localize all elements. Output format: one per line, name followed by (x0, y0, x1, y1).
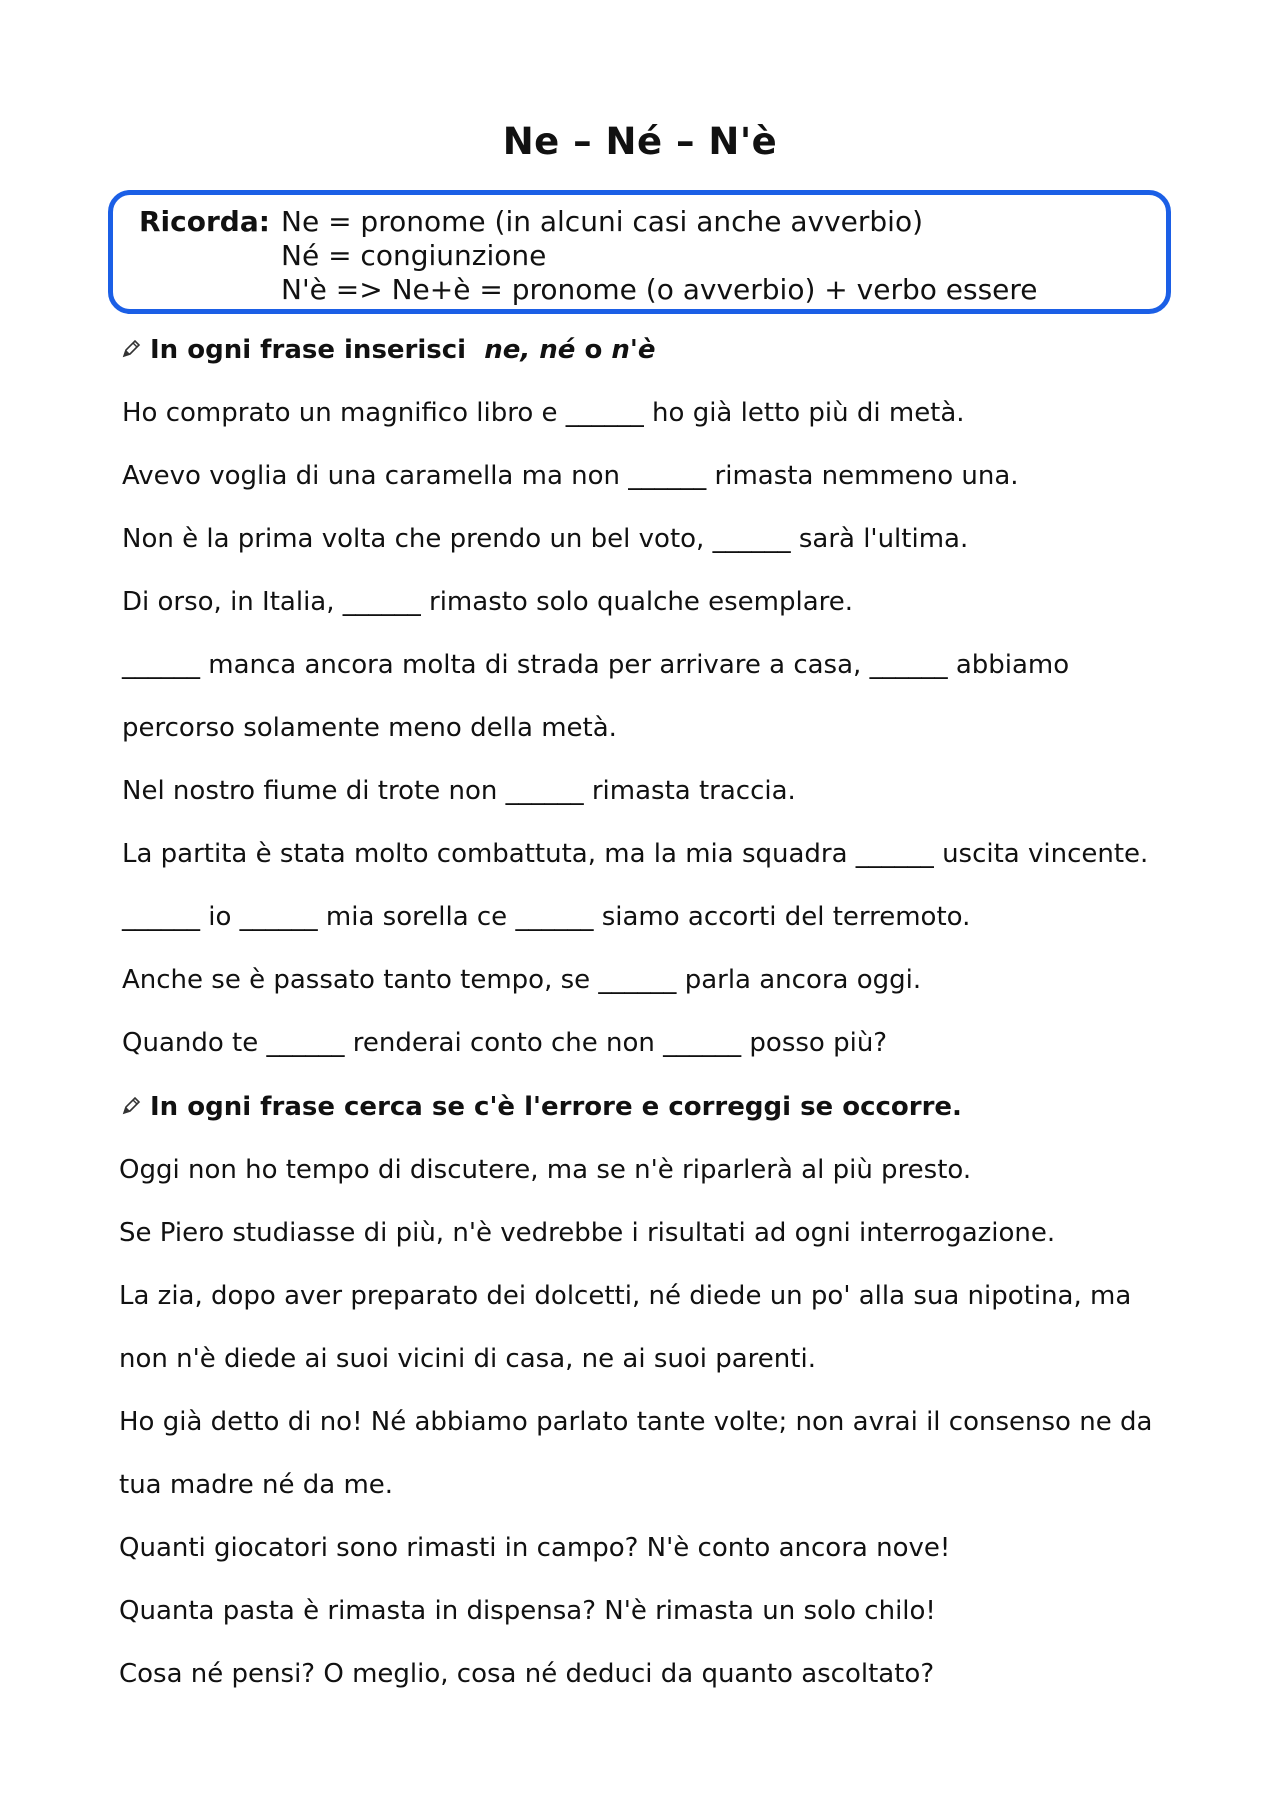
section1-heading (120, 333, 656, 367)
section2-heading-text: In ogni frase cerca se c'è l'errore e correggi se occorre. (150, 1092, 962, 1122)
section2-heading (120, 1090, 962, 1124)
page-title: Ne – Né – N'è (502, 120, 778, 163)
exercise1-line: Avevo voglia di una caramella ma non ______ rimasta nemmeno una. (122, 461, 1019, 491)
reminder-line-n-e: N'è => Ne+è = pronome (o avverbio) + verbo essere (281, 273, 1038, 306)
exercise2-line: Oggi non ho tempo di discutere, ma se n'è riparlerà al più presto. (119, 1155, 972, 1185)
exercise1-line: Di orso, in Italia, ______ rimasto solo qualche esemplare. (122, 587, 854, 617)
section1-heading-words: ne, né (484, 335, 576, 365)
reminder-line-ne-accent: Né = congiunzione (281, 239, 547, 272)
exercise2-line: Cosa né pensi? O meglio, cosa né deduci da quanto ascoltato? (119, 1659, 935, 1689)
exercise2-line: tua madre né da me. (119, 1470, 394, 1500)
exercise2-line: Ho già detto di no! Né abbiamo parlato tante volte; non avrai il consenso ne da (119, 1407, 1153, 1437)
pencil-icon (120, 1095, 142, 1117)
exercise1-line: Ho comprato un magnifico libro e ______ ho già letto più di metà. (122, 398, 965, 428)
exercise1-line: percorso solamente meno della metà. (122, 713, 617, 743)
section1-heading-mid: o (575, 335, 612, 365)
exercise2-line: La zia, dopo aver preparato dei dolcetti, né diede un po' alla sua nipotina, ma (119, 1281, 1132, 1311)
exercise2-line: non n'è diede ai suoi vicini di casa, ne ai suoi parenti. (119, 1344, 816, 1374)
exercise1-line: Nel nostro fiume di trote non ______ rimasta traccia. (122, 776, 796, 806)
reminder-row-1 (139, 205, 923, 239)
exercise2-line: Se Piero studiasse di più, n'è vedrebbe i risultati ad ogni interrogazione. (119, 1218, 1056, 1248)
exercise2-line: Quanta pasta è rimasta in dispensa? N'è rimasta un solo chilo! (119, 1596, 936, 1626)
reminder-line-ne: Ne = pronome (in alcuni casi anche avverbio) (281, 205, 924, 238)
pencil-icon (120, 338, 142, 360)
reminder-row-3 (281, 273, 1038, 307)
exercise1-line: Non è la prima volta che prendo un bel voto, ______ sarà l'ultima. (122, 524, 969, 554)
exercise1-line: ______ manca ancora molta di strada per arrivare a casa, ______ abbiamo (122, 650, 1070, 680)
section1-heading-prefix: In ogni frase inserisci (150, 335, 485, 365)
reminder-box (108, 190, 1171, 314)
exercise1-line: Anche se è passato tanto tempo, se ______ parla ancora oggi. (122, 965, 922, 995)
exercise1-line: ______ io ______ mia sorella ce ______ siamo accorti del terremoto. (122, 902, 971, 932)
exercise2-line: Quanti giocatori sono rimasti in campo? N'è conto ancora nove! (119, 1533, 951, 1563)
exercise1-line: La partita è stata molto combattuta, ma la mia squadra ______ uscita vincente. (122, 839, 1149, 869)
section1-heading-last: n'è (611, 335, 656, 365)
exercise1-line: Quando te ______ renderai conto che non ______ posso più? (122, 1028, 888, 1058)
reminder-label: Ricorda: (139, 205, 270, 238)
reminder-row-2 (281, 239, 546, 273)
